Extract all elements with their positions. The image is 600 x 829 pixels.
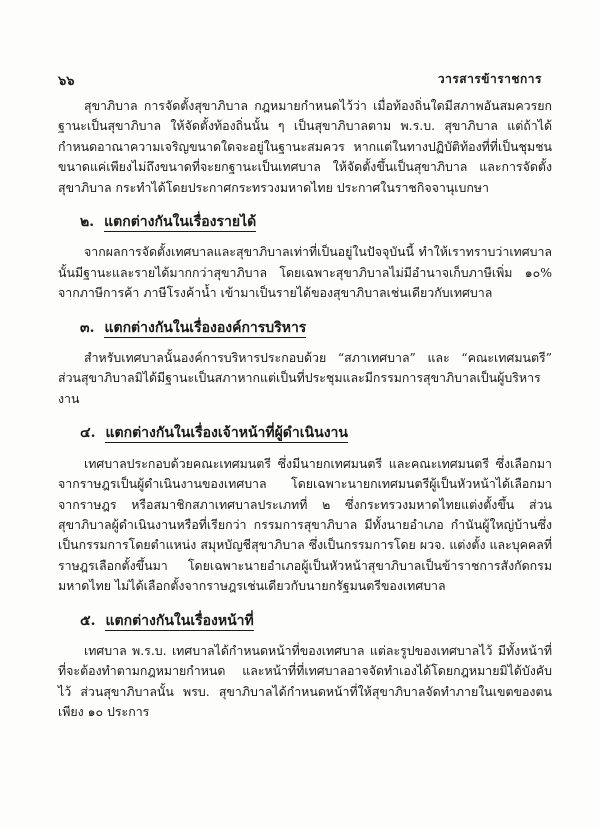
paragraph-sanitary-district-establishment: สุขาภิบาล การจัดตั้งสุขาภิบาล กฎหมายกำหนดไว้ว่า เมื่อท้องถิ่นใดมีสภาพอันสมควรยกฐานะเป็นสุขาภิบาล ให้จัดตั้งท้องถิ่นนั้น ๆ เป็นสุขาภิบาลตาม พ.ร.บ. สุขาภิบาล แต่ถ้าได้กำหนดอาณาความเจริญขนาดใดจะอยู่ในฐานะสมควร หากแต่ในทางปฏิบัติท้องที่ที่เป็นชุมชนขนาดแค่เพียงไม่ถึงขนาดที่จะยกฐานะเป็นเทศบาล ให้จัดตั้งขึ้นเป็นสุขาภิบาล และการจัดตั้งสุขาภิบาล กระทำได้โดยประกาศกระทรวงมหาดไทย ประกาศในราชกิจจานุเบกษา — [58, 98, 552, 195]
paragraph-duties: เทศบาล พ.ร.บ. เทศบาลได้กำหนดหน้าที่ของเทศบาล แต่ละรูปของเทศบาลไว้ มีทั้งหน้าที่ที่จะต้องทำตามกฎหมายกำหนด และหน้าที่ที่เทศบาลอาจจัดทำเองได้โดยกฎหมายมิได้บังคับไว้ ส่วนสุขาภิบาลนั้น พรบ. สุขาภิบาลได้กำหนดหน้าที่ให้สุขาภิบาลจัดทำภายในเขตของตนเพียง ๑๐ ประการ — [58, 642, 552, 720]
section-title: แตกต่างกันในเรื่ององค์การบริหาร — [104, 319, 307, 336]
page-number: ๖๖ — [58, 74, 75, 89]
section-number: ๒. — [80, 214, 95, 231]
paragraph-administration: สำหรับเทศบาลนั้นองค์การบริหารประกอบด้วย “สภาเทศบาล” และ “คณะเทศมนตรี” ส่วนสุขาภิบาลมิได้มีฐานะเป็นสภาหากแต่เป็นที่ประชุมและมีกรรมการสุขาภิบาลเป็นผู้บริหารงาน — [58, 350, 552, 406]
paragraph-officials: เทศบาลประกอบด้วยคณะเทศมนตรี ซึ่งมีนายกเทศมนตรี และคณะเทศมนตรี ซึ่งเลือกมาจากราษฎรเป็นผู้ดำเนินงานของเทศบาล โดยเฉพาะนายกเทศมนตรีผู้เป็นหัวหน้าได้เลือกมาจากราษฎร หรือสมาชิกสภาเทศบาลประเภทที่ ๒ ซึ่งกระทรวงมหาดไทยแต่งตั้งขึ้น ส่วนสุขาภิบาลผู้ดำเนินงานหรือที่เรียกว่า กรรมการสุขาภิบาล มีทั้งนายอำเภอ กำนันผู้ใหญ่บ้านซึ่งเป็นกรรมการโดยตำแหน่ง สมุหบัญชีสุขาภิบาล ซึ่งเป็นกรรมการโดย ผวจ. แต่งตั้ง และบุคคลที่ราษฎรเลือกตั้งขึ้นมา โดยเฉพาะนายอำเภอผู้เป็นหัวหน้าสุขาภิบาลเป็นข้าราชการสังกัดกรมมหาดไทย ไม่ได้เลือกตั้งจากราษฎรเช่นเดียวกับนายกรัฐมนตรีของเทศบาล — [58, 455, 552, 594]
section-title: แตกต่างกันในเรื่องรายได้ — [104, 214, 257, 231]
section-title: แตกต่างกันในเรื่องเจ้าหน้าที่ผู้ดำเนินงาน — [105, 425, 348, 442]
section-heading-revenue — [58, 212, 552, 232]
section-number: ๓. — [80, 319, 95, 336]
section-number: ๕. — [80, 612, 96, 629]
section-number: ๔. — [80, 425, 96, 442]
journal-title: วารสารข้าราชการ — [437, 72, 542, 86]
paragraph-revenue: จากผลการจัดตั้งเทศบาลและสุขาภิบาลเท่าที่เป็นอยู่ในปัจจุบันนี้ ทำให้เราทราบว่าเทศบาลนั้นมีฐานะและรายได้มากกว่าสุขาภิบาล โดยเฉพาะสุขาภิบาลไม่มีอำนาจเก็บภาษีเพิ่ม ๑๐% จากภาษีการค้า ภาษีโรงค้าน้ำ เข้ามาเป็นรายได้ของสุขาภิบาลเช่นเดียวกับเทศบาล — [58, 244, 552, 301]
section-heading-officials — [58, 423, 552, 443]
section-title: แตกต่างกันในเรื่องหน้าที่ — [105, 612, 254, 629]
section-heading-duties — [58, 611, 552, 631]
section-heading-administration — [58, 318, 552, 338]
document-body — [58, 96, 552, 737]
